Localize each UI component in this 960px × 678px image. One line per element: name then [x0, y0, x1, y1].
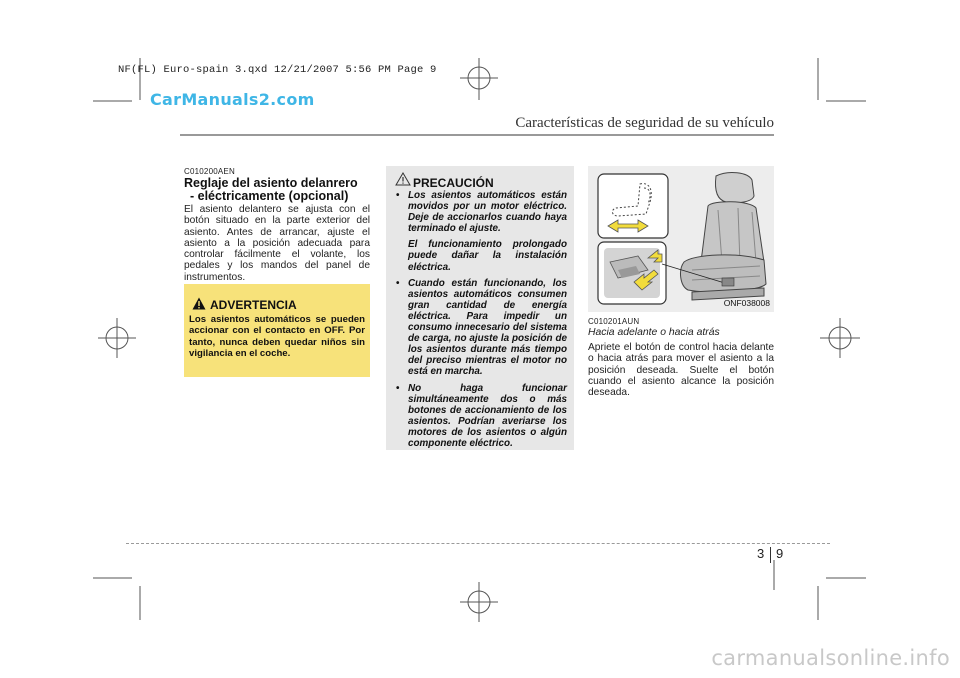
figure-caption: ONF038008 [723, 298, 770, 308]
caution-item: • Los asientos automáticos están movidos por un motor eléctrico. Deje de accionarlos cuando haya terminado el ajuste. [396, 190, 567, 234]
caution-title: PRECAUCIÓN [413, 176, 494, 190]
watermark-footer: carmanualsonline.info [711, 646, 950, 670]
page-number: 9 [776, 546, 784, 561]
caution-box [386, 166, 574, 450]
warning-text: Los asientos automáticos se pueden accionar con el contacto en OFF. Por tanto, nunca deben quedar niños sin vigilancia en el coche. [189, 314, 365, 360]
header-rule [180, 134, 774, 136]
subsection-title: Hacia adelante o hacia atrás [588, 327, 720, 338]
caution-item: El funcionamiento prolongado puede dañar la instalación eléctrica. [408, 239, 567, 273]
page-header-title: Características de seguridad de su vehículo [515, 115, 774, 131]
page-number-divider [770, 547, 771, 563]
heading-line-2: - eléctricamente (opcional) [190, 189, 349, 203]
subsection-code: C010201AUN [588, 317, 640, 326]
warning-box [184, 284, 370, 377]
seat-figure [588, 166, 774, 312]
section-code: C010200AEN [184, 167, 235, 176]
warning-title: ADVERTENCIA [210, 298, 297, 312]
section-number: 3 [757, 546, 765, 561]
warning-triangle-icon [192, 297, 206, 310]
caution-item: • No haga funcionar simultáneamente dos o más botones de accionamiento de los asientos. Podrían averiarse los motores de los asientos o algún componente eléctrico. [396, 383, 567, 450]
heading-line-1: Reglaje del asiento delanrero [184, 176, 358, 190]
intro-paragraph: El asiento delantero se ajusta con el botón situado en la parte exterior del asiento. Antes de arrancar, ajuste el asiento a la posición adecuada para controlar fácilmente el volante, los pedales y los mandos del panel de instrumentos. [184, 204, 370, 283]
caution-triangle-icon [395, 172, 411, 186]
power-seat-illustration [588, 166, 774, 312]
print-slug: NF(FL) Euro-spain 3.qxd 12/21/2007 5:56 PM Page 9 [118, 64, 437, 76]
watermark-logo: CarManuals2.com [150, 90, 315, 109]
caution-list [396, 190, 567, 449]
subsection-paragraph: Apriete el botón de control hacia delante o hacia atrás para mover el asiento a la posición deseada. Suelte el botón cuando el asiento alcance la posición deseada. [588, 342, 774, 399]
section-heading [184, 177, 374, 203]
footer-rule [126, 543, 830, 544]
caution-item: • Cuando están funcionando, los asientos automáticos consumen gran cantidad de energía eléctrica. Para impedir un consumo innecesario del sistema de carga, no ajuste la posición de los asientos durante más tiempo del preciso mientras el motor no está en marcha. [396, 278, 567, 378]
